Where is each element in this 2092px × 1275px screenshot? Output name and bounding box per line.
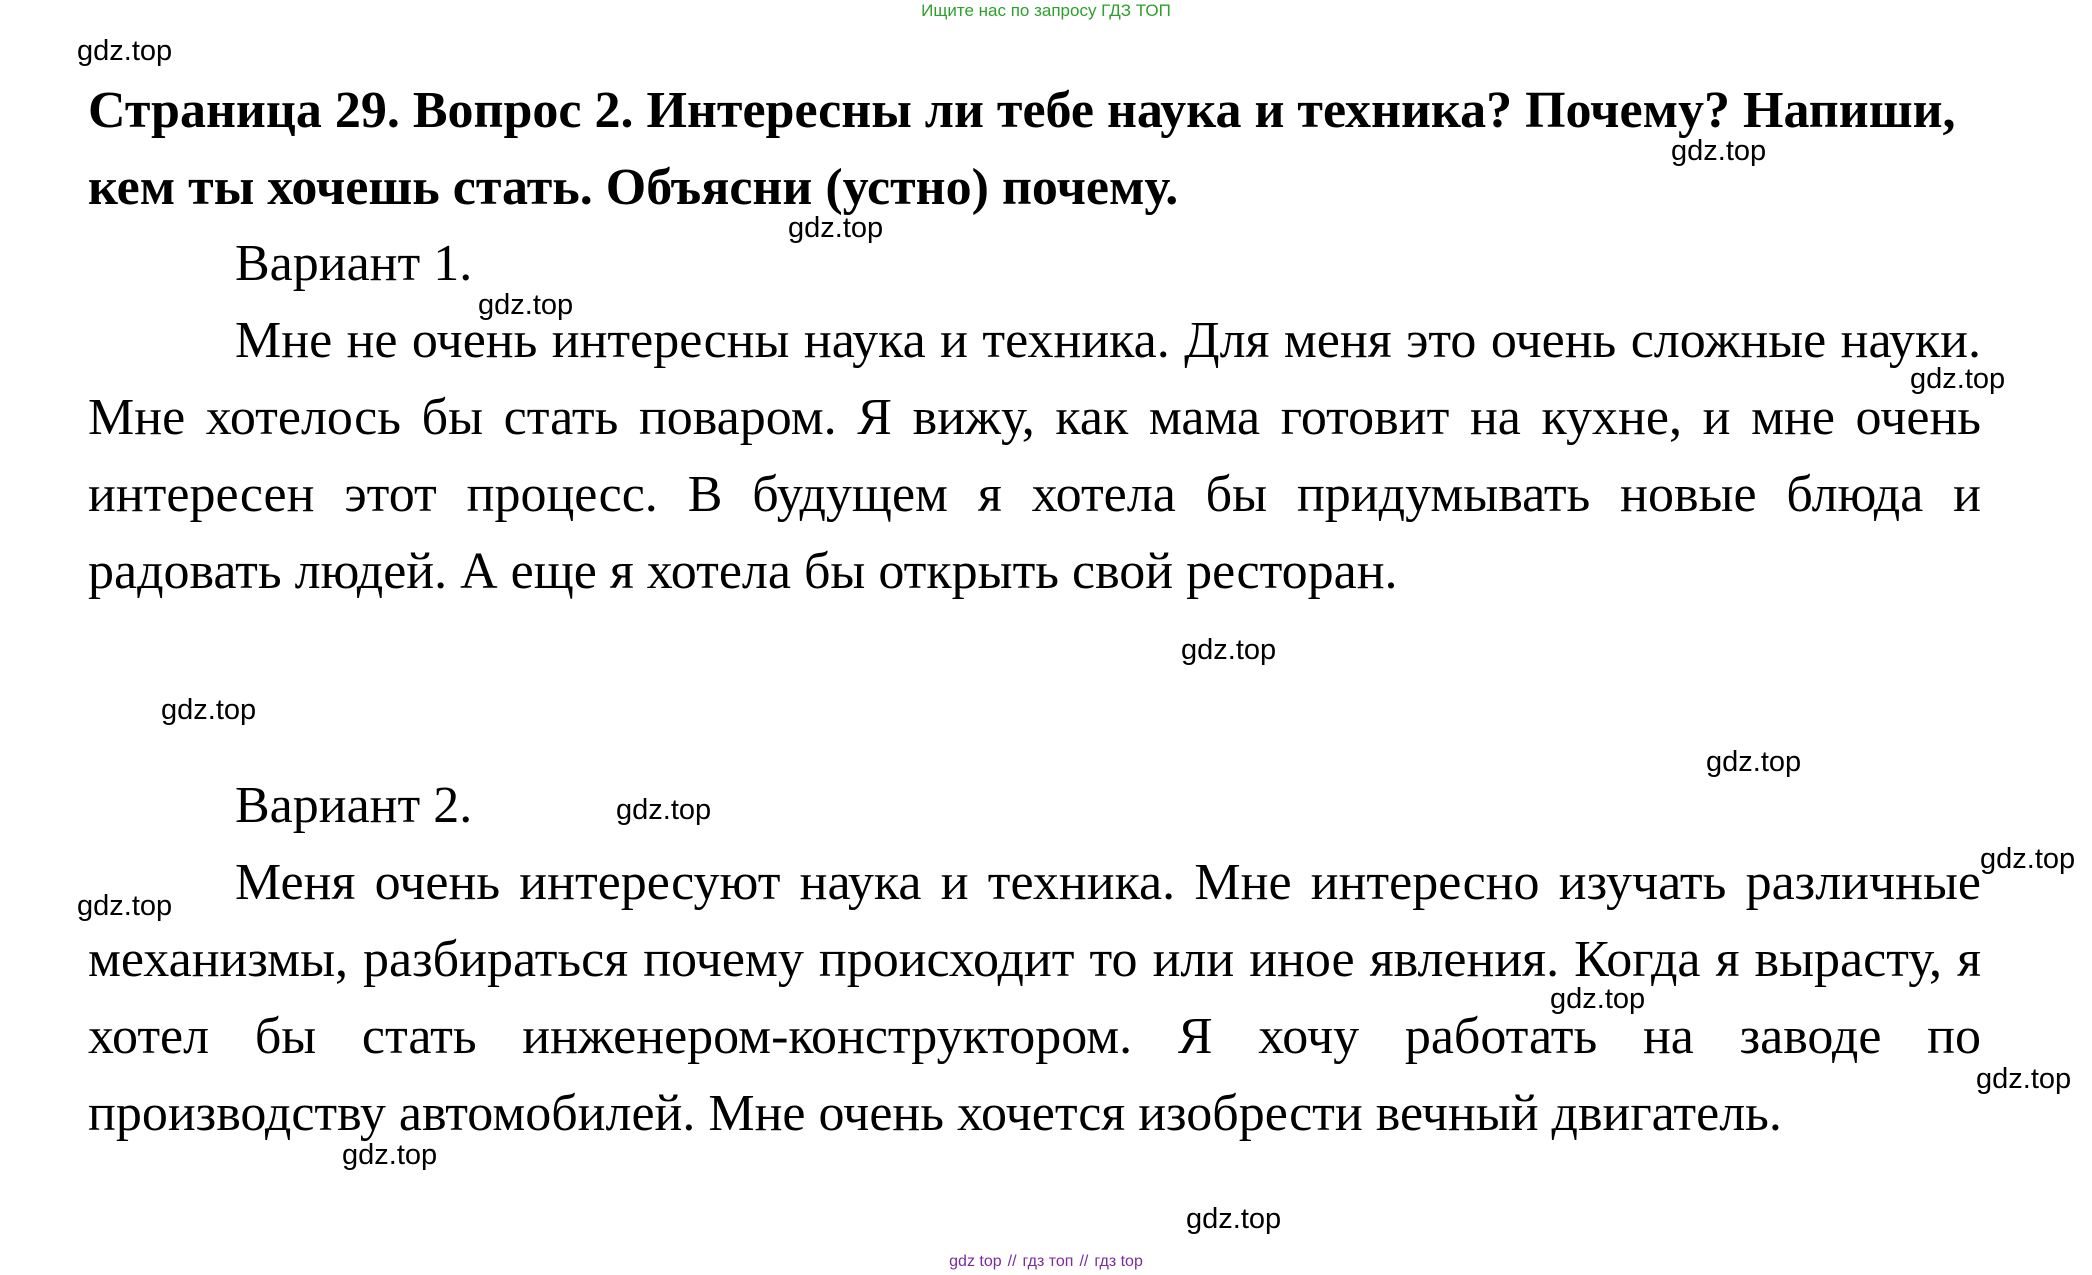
variant-1-text: Мне не очень интересны наука и техника. Для меня это очень сложные науки. Мне хотелось бы стать поваром. Я вижу, как мама готовит на кухне, и мне очень интересен этот процесс. В будущем я хотела бы придумывать новые блюда и радовать людей. А еще я хотела бы открыть свой ресторан. (88, 312, 1981, 600)
footer-item: гдз топ (1022, 1253, 1074, 1270)
watermark: gdz.top (1976, 1063, 2072, 1095)
variant-2-heading: Вариант 2. (235, 777, 473, 834)
footer-item: gdz top (949, 1253, 1002, 1270)
watermark: gdz.top (1186, 1203, 1282, 1235)
variant-1-heading: Вариант 1. (235, 235, 473, 292)
watermark: gdz.top (1980, 843, 2076, 875)
footer (0, 1252, 2092, 1272)
footer-item: гдз top (1094, 1253, 1143, 1270)
page-title: Страница 29. Вопрос 2. Интересны ли тебе наука и техника? Почему? Напиши, кем ты хочешь стать. Объясни (устно) почему. (88, 82, 1956, 216)
watermark: gdz.top (1671, 135, 1767, 167)
watermark: gdz.top (342, 1139, 438, 1171)
watermark: gdz.top (77, 35, 173, 67)
watermark: gdz.top (1706, 746, 1802, 778)
watermark: gdz.top (788, 212, 884, 244)
watermark: gdz.top (616, 794, 712, 826)
watermark: gdz.top (1181, 634, 1277, 666)
footer-separator: // (1007, 1253, 1017, 1270)
watermark: gdz.top (478, 289, 574, 321)
variant-2-text: Меня очень интересуют наука и техника. Мне интересно изучать различные механизмы, разбираться почему происходит то или иное явления. Когда я вырасту, я хотел бы стать инженером-конструктором. Я хочу работать на заводе по производству автомобилей. Мне очень хочется изобрести вечный двигатель. (88, 854, 1981, 1142)
top-banner: Ищите нас по запросу ГДЗ ТОП (921, 1, 1171, 20)
watermark: gdz.top (1910, 363, 2006, 395)
watermark: gdz.top (161, 694, 257, 726)
footer-separator: // (1079, 1253, 1089, 1270)
watermark: gdz.top (77, 890, 173, 922)
watermark: gdz.top (1550, 983, 1646, 1015)
